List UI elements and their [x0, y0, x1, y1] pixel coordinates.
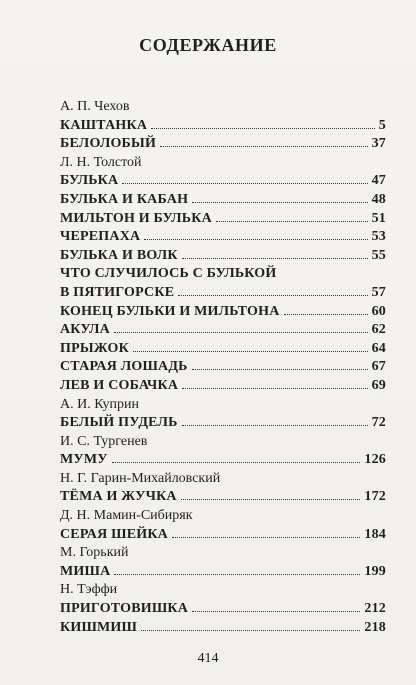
toc-entry: [60, 488, 386, 507]
toc-entry: [60, 414, 386, 433]
toc-page-number: 53: [371, 229, 386, 245]
toc-entry: [60, 619, 386, 638]
toc-page-number: 212: [364, 601, 386, 617]
toc-page-number: 64: [371, 340, 386, 356]
toc-author: И. С. Тургенев: [60, 433, 148, 449]
page-number: 414: [197, 651, 219, 666]
dot-leader: [182, 388, 367, 389]
dot-leader: [114, 574, 360, 575]
table-of-contents: [60, 98, 386, 637]
toc-entry-title: В ПЯТИГОРСКЕ: [60, 284, 175, 300]
toc-page-number: 67: [371, 359, 386, 375]
toc-entry-title: БЕЛОЛОБЫЙ: [60, 136, 157, 152]
toc-entry: [60, 358, 386, 377]
page-title: СОДЕРЖАНИЕ: [139, 35, 277, 55]
toc-entry-title: КАШТАНКА: [60, 117, 148, 133]
toc-page-number: 62: [371, 322, 386, 338]
dot-leader: [182, 258, 368, 259]
toc-entry-title: БУЛЬКА: [60, 173, 119, 189]
toc-author: Л. Н. Толстой: [60, 154, 142, 170]
dot-leader: [133, 351, 368, 352]
toc-author: А. И. Куприн: [60, 396, 139, 412]
toc-entry: [60, 563, 386, 582]
toc-page-number: 199: [364, 563, 386, 579]
toc-page-number: 218: [364, 619, 386, 635]
toc-entry-title: ТЁМА И ЖУЧКА: [60, 489, 177, 505]
toc-entry-title: МИША: [60, 563, 111, 579]
toc-entry-title: БУЛЬКА И ВОЛК: [60, 247, 178, 263]
toc-entry-title: БУЛЬКА И КАБАН: [60, 191, 189, 207]
dot-leader: [192, 202, 367, 203]
toc-entry-title: ПРЫЖОК: [60, 340, 129, 356]
toc-entry-title: СЕРАЯ ШЕЙКА: [60, 526, 168, 542]
toc-entry: [60, 191, 386, 210]
toc-entry-title: КОНЕЦ БУЛЬКИ И МИЛЬТОНА: [60, 303, 280, 319]
dot-leader: [181, 499, 361, 500]
toc-entry: [60, 303, 386, 322]
dot-leader: [144, 239, 367, 240]
toc-page-number: 172: [364, 489, 386, 505]
toc-entry-title: КИШМИШ: [60, 619, 138, 635]
dot-leader: [182, 425, 368, 426]
toc-entry: [60, 600, 386, 619]
dot-leader: [141, 630, 360, 631]
toc-entry-title: БЕЛЫЙ ПУДЕЛЬ: [60, 415, 178, 431]
dot-leader: [172, 537, 360, 538]
toc-page-number: 72: [371, 415, 386, 431]
toc-page-number: 48: [371, 191, 386, 207]
toc-entry: [60, 340, 386, 359]
toc-page-number: 126: [364, 452, 386, 468]
dot-leader: [284, 314, 368, 315]
dot-leader: [151, 128, 375, 129]
dot-leader: [178, 295, 367, 296]
toc-entry: [60, 135, 386, 154]
toc-page-number: 51: [371, 210, 386, 226]
dot-leader: [114, 332, 368, 333]
toc-author: А. П. Чехов: [60, 99, 130, 114]
toc-author: Д. Н. Мамин-Сибиряк: [60, 508, 193, 524]
toc-page-number: 47: [371, 173, 386, 189]
toc-entry: [60, 228, 386, 247]
toc-entry: [60, 247, 386, 266]
toc-page-number: 55: [371, 247, 386, 263]
toc-entry: [60, 210, 386, 229]
toc-entry: [60, 117, 386, 136]
dot-leader: [112, 462, 361, 463]
toc-author: Н. Г. Гарин-Михайловский: [60, 470, 221, 486]
toc-title-line: ЧТО СЛУЧИЛОСЬ С БУЛЬКОЙ: [60, 266, 277, 282]
toc-author: М. Горький: [60, 545, 129, 561]
dot-leader: [192, 369, 368, 370]
toc-page-number: 60: [371, 303, 386, 319]
toc-entry: [60, 321, 386, 340]
toc-entry-title: ЛЕВ И СОБАЧКА: [60, 377, 179, 393]
toc-entry-title: ПРИГОТОВИШКА: [60, 601, 189, 617]
toc-entry: [60, 377, 386, 396]
dot-leader: [122, 183, 367, 184]
toc-page-number: 184: [364, 526, 386, 542]
toc-entry-title: АКУЛА: [60, 322, 110, 338]
toc-entry: [60, 451, 386, 470]
toc-entry-title: ЧЕРЕПАХА: [60, 229, 141, 245]
toc-entry-title: МИЛЬТОН И БУЛЬКА: [60, 210, 212, 226]
toc-entry-title: МУМУ: [60, 452, 108, 468]
toc-page-number: 57: [371, 284, 386, 300]
dot-leader: [192, 611, 360, 612]
dot-leader: [216, 221, 368, 222]
toc-entry: [60, 526, 386, 545]
dot-leader: [160, 146, 368, 147]
toc-entry: [60, 172, 386, 191]
toc-entry-title: СТАРАЯ ЛОШАДЬ: [60, 359, 188, 375]
toc-author: Н. Тэффи: [60, 582, 118, 598]
toc-page-number: 69: [371, 377, 386, 393]
toc-page-number: 37: [371, 136, 386, 152]
toc-page-number: 5: [378, 117, 386, 133]
toc-entry: [60, 284, 386, 303]
